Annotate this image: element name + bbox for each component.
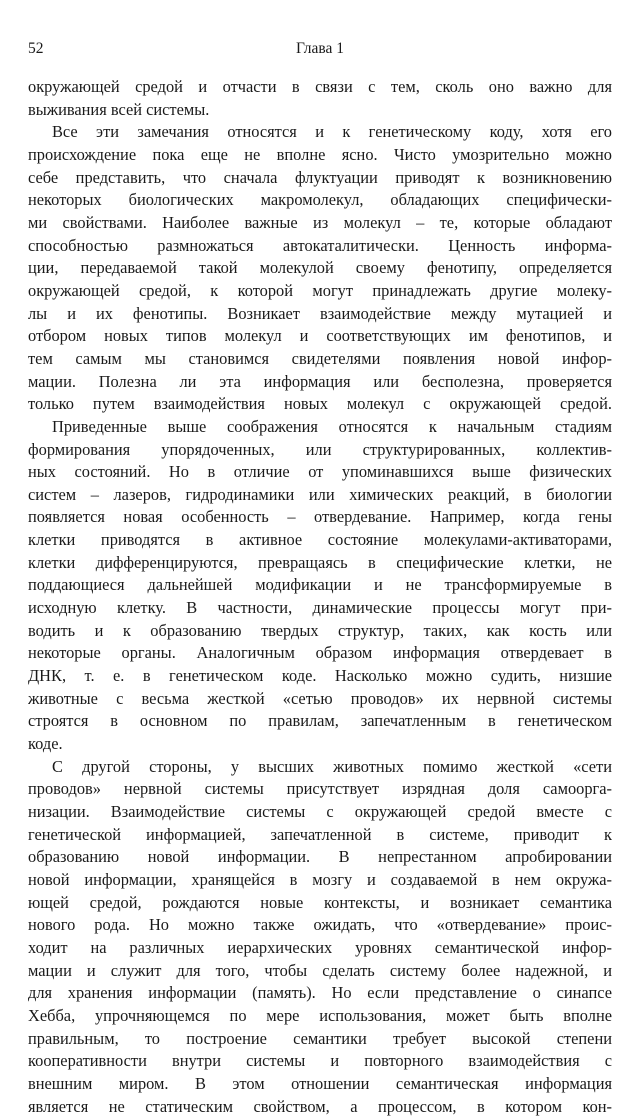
- paragraph-continuation: [28, 76, 612, 121]
- text-line: клетки дифференцируются, превращаясь в специфические клетки, не: [28, 552, 612, 572]
- text-line: кооперативности внутри системы и повторного взаимодействия с: [28, 1051, 612, 1071]
- text-line: окружающей средой, к которой могут принадлежать другие молеку-: [28, 280, 612, 300]
- text-line: образованию новой информации. В непрестанном апробировании: [28, 847, 612, 867]
- text-line: мации и служит для того, чтобы сделать систему более надежной, и: [28, 960, 612, 980]
- text-line: отбором новых типов молекул и соответствующих им фенотипов, и: [28, 326, 612, 346]
- text-line: коде.: [28, 734, 63, 754]
- paragraph-genetic-code: [28, 121, 612, 416]
- text-line: ходит на различных иерархических уровнях семантической инфор-: [28, 937, 612, 957]
- text-line: водить и к образованию твердых структур, таких, как кость или: [28, 620, 612, 640]
- text-line: внешним миром. В этом отношении семантическая информация: [28, 1073, 612, 1093]
- text-line: Все эти замечания относятся и к генетическому коду, хотя его: [52, 122, 612, 142]
- text-line: животные с весьма жесткой «сетью проводов» их нервной системы: [28, 688, 612, 708]
- text-line: систем – лазеров, гидродинамики или химических реакций, в биологии: [28, 484, 612, 504]
- text-line: некоторые органы. Аналогичным образом информация отвердевает в: [28, 643, 612, 663]
- text-line: является не статическим свойством, а процессом, в котором кон-: [28, 1096, 612, 1116]
- text-line: ющей средой, рождаются новые контексты, и возникает семантика: [28, 892, 612, 912]
- text-line: Приведенные выше соображения относятся к начальным стадиям: [52, 416, 612, 436]
- text-line: низации. Взаимодействие системы с окружающей средой вместе с: [28, 802, 612, 821]
- text-line: выживания всей системы.: [28, 99, 210, 119]
- text-line: С другой стороны, у высших животных помимо жесткой «сети: [52, 756, 612, 776]
- text-line: поддающиеся дальнейшей модификации и не трансформируемые в: [28, 575, 612, 595]
- text-line: исходную клетку. В частности, динамические процессы могут при-: [28, 598, 612, 618]
- running-head: [28, 40, 612, 60]
- text-line: нового рода. Но можно также ожидать, что «отвердевание» проис-: [28, 915, 612, 935]
- text-line: строятся в основном по правилам, запечатленным в генетическом: [28, 711, 612, 731]
- text-line: тем самым мы становимся свидетелями появления новой инфор-: [28, 348, 612, 368]
- paragraph-ordered-states: [28, 416, 612, 756]
- text-line: для хранения информации (память). Но если представление о синапсе: [28, 983, 612, 1003]
- page-number: 52: [28, 40, 44, 57]
- text-line: правильным, то построение семантики требует высокой степени: [28, 1028, 612, 1048]
- text-line: происхождение пока еще не вполне ясно. Чисто умозрительно можно: [28, 144, 612, 164]
- text-line: ных состояний. Но в отличие от упоминавшихся выше физических: [28, 462, 612, 482]
- chapter-title: Глава 1: [295, 40, 345, 57]
- text-line: мации. Полезна ли эта информация или бесполезна, проверяется: [28, 371, 612, 391]
- text-line: способностью размножаться автокаталитически. Ценность информа-: [28, 235, 612, 255]
- text-line: ДНК, т. е. в генетическом коде. Насколько можно судить, низшие: [28, 666, 612, 686]
- text-line: генетической информацией, запечатленной в системе, приводит к: [28, 824, 612, 844]
- text-line: ми свойствами. Наиболее важные из молекул – те, которые обладают: [28, 212, 612, 232]
- text-line: некоторых биологических макромолекул, обладающих специфически-: [28, 190, 612, 210]
- text-line: окружающей средой и отчасти в связи с тем, сколь оно важно для: [28, 77, 612, 96]
- text-line: Хебба, упрочняющемся по мере использования, может быть вполне: [28, 1005, 612, 1025]
- text-line: появляется новая особенность – отвердевание. Например, когда гены: [28, 507, 612, 527]
- text-line: ции, передаваемой такой молекулой своему фенотипу, определяется: [28, 258, 612, 278]
- text-line: клетки приводятся в активное состояние молекулами-активаторами,: [28, 530, 612, 550]
- text-line: новой информации, хранящейся в мозгу и создаваемой в нем окружа-: [28, 869, 612, 889]
- text-line: себе представить, что сначала флуктуации приводят к возникновению: [28, 167, 612, 187]
- paragraph-higher-animals: [28, 756, 612, 1118]
- text-line: проводов» нервной системы присутствует изрядная доля самоорга-: [28, 779, 612, 799]
- text-line: только путем взаимодействия новых молекул с окружающей средой.: [28, 394, 612, 414]
- text-line: лы и их фенотипы. Возникает взаимодействие между мутацией и: [28, 303, 612, 323]
- text-line: формирования упорядоченных, или структурированных, коллектив-: [28, 439, 612, 459]
- body-text: [28, 76, 612, 1118]
